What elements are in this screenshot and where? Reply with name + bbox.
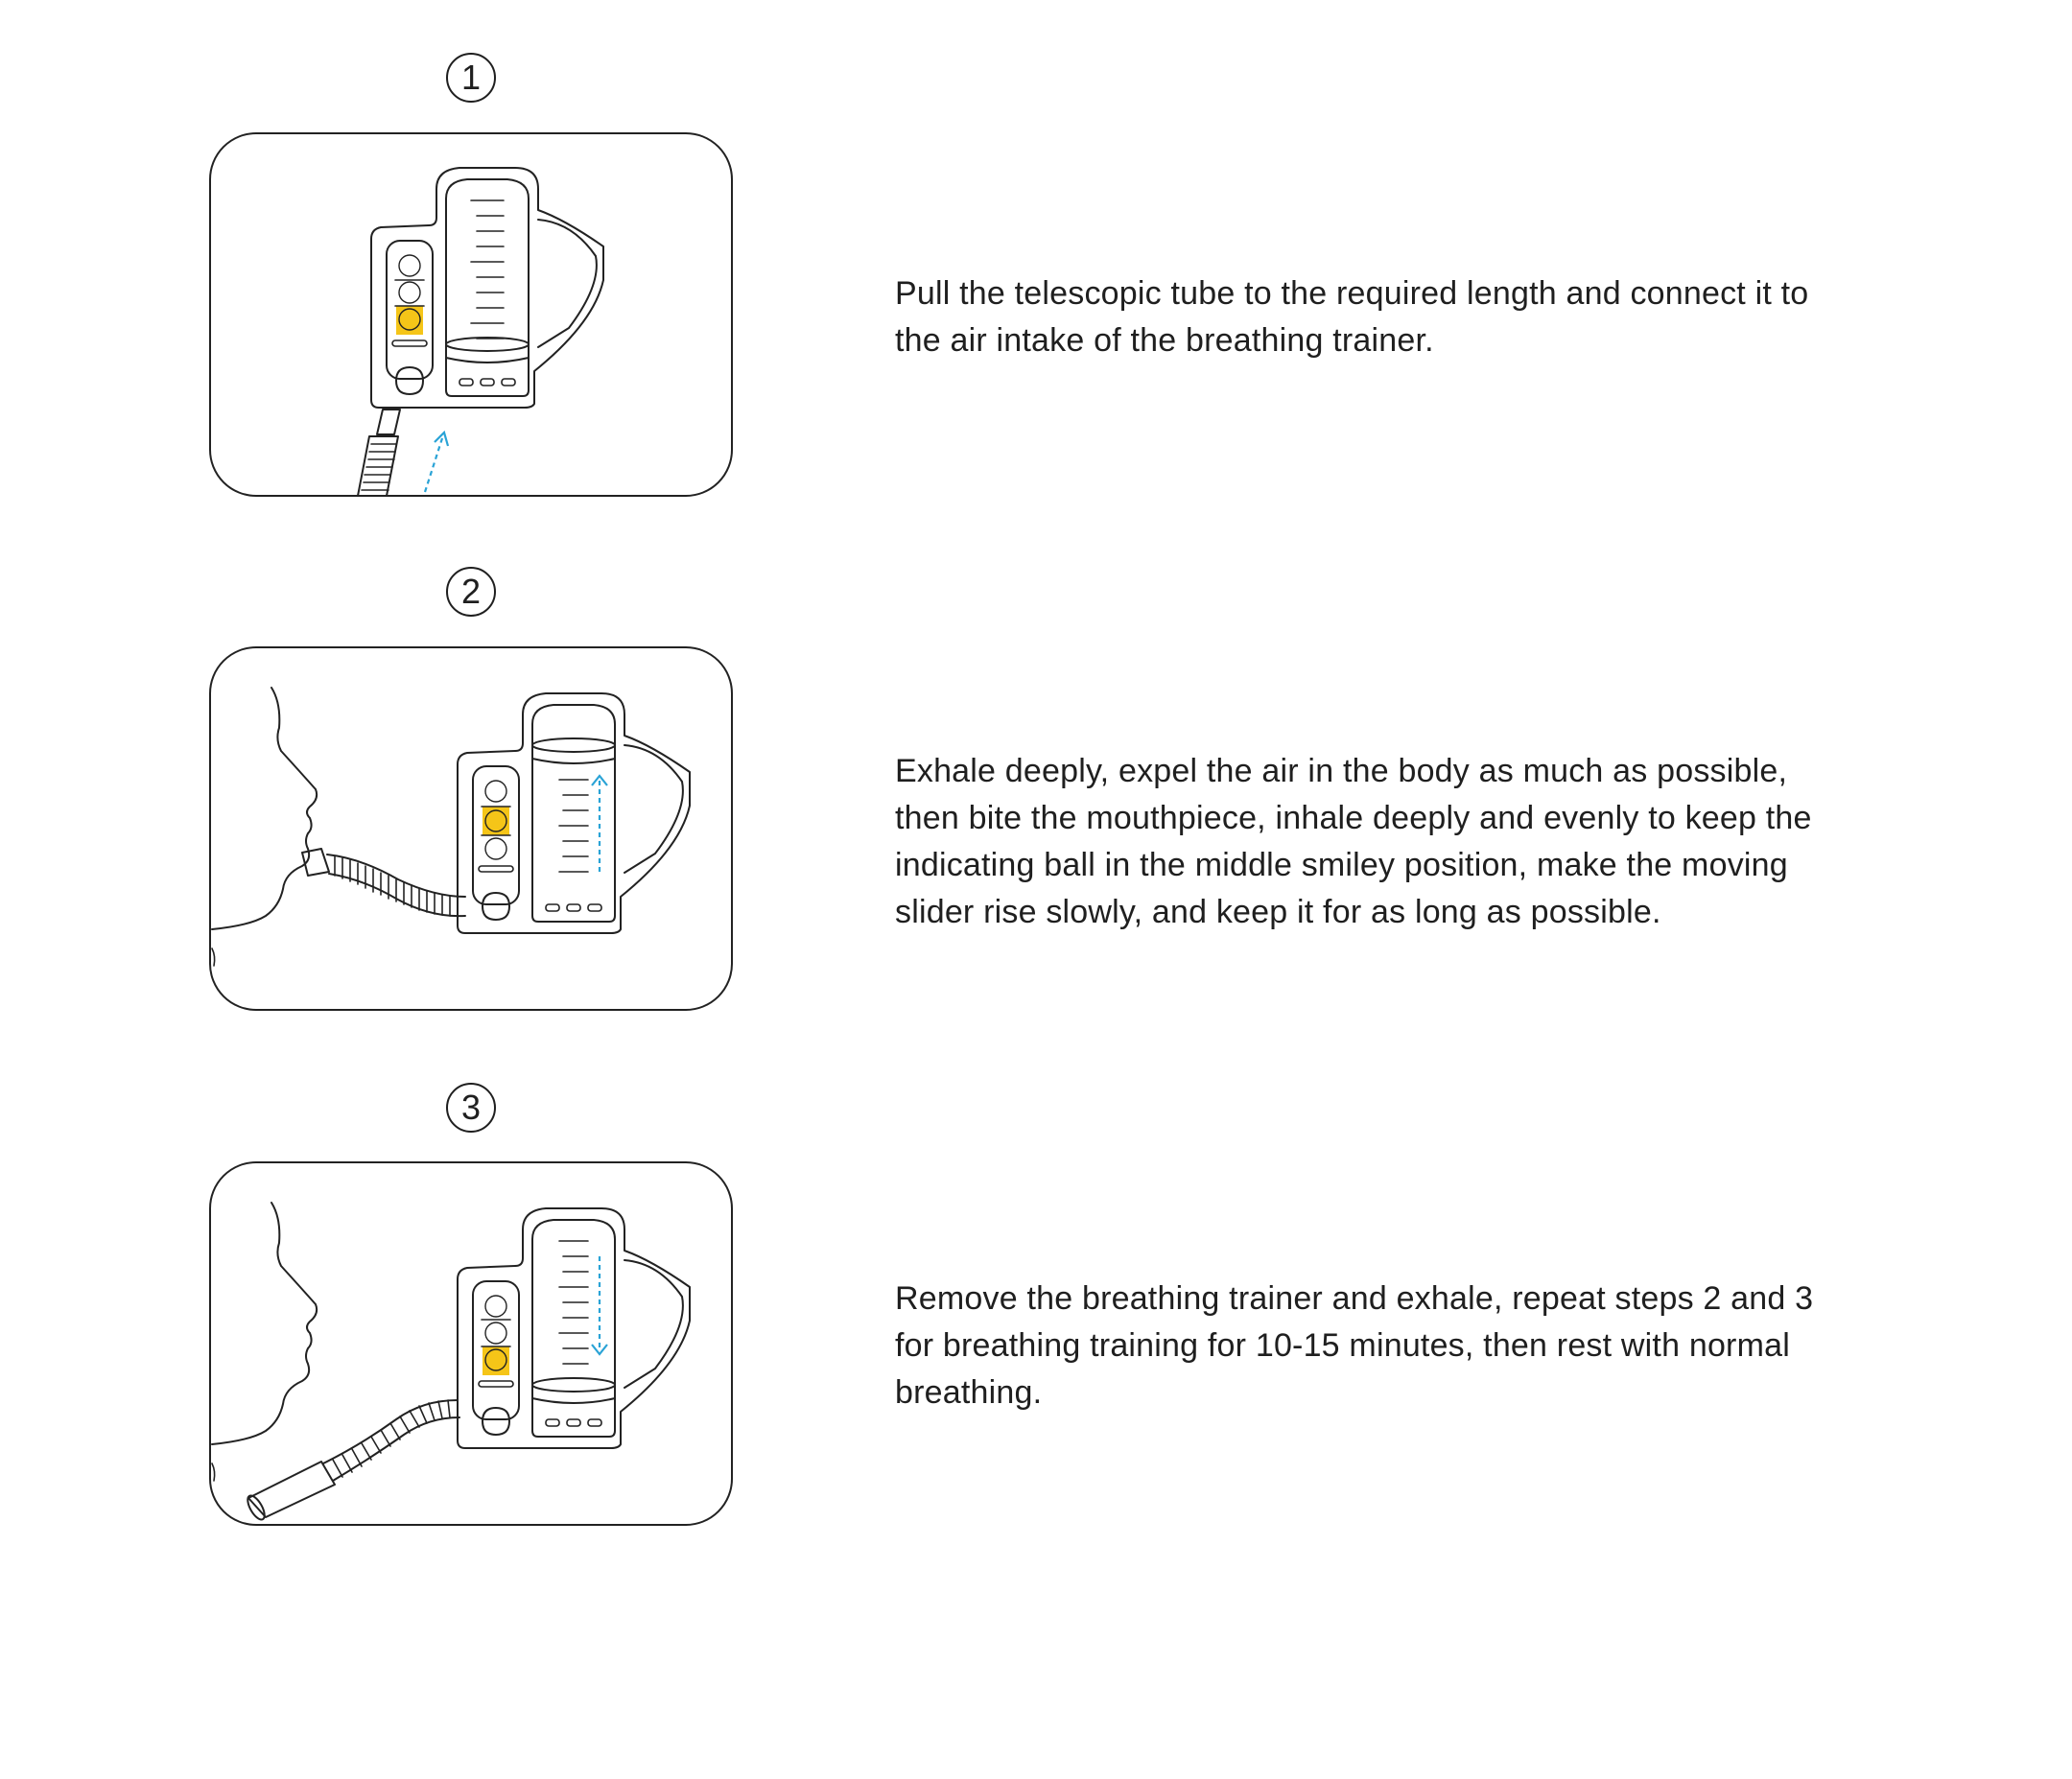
step-3-text: Remove the breathing trainer and exhale, repeat steps 2 and 3 for breathing training for 10-15 minutes, then rest with normal breathing. — [895, 1280, 1814, 1411]
inhale-trainer-icon — [208, 645, 734, 1012]
step-1-illustration — [208, 131, 734, 498]
step-1-text: Pull the telescopic tube to the required length and connect it to the air intake of the breathing trainer. — [895, 275, 1809, 359]
connect-tube-icon — [208, 131, 734, 498]
step-2-text: Exhale deeply, expel the air in the body as much as possible, then bite the mouthpiece, inhale deeply and evenly to keep the indicating ball in the middle smiley position, make the moving slider rise slowly, and keep it for as long as possible. — [895, 753, 1812, 930]
step-3-number: 3 — [446, 1083, 496, 1133]
step-2-number: 2 — [446, 567, 496, 617]
step-1-number: 1 — [446, 53, 496, 103]
step-2-illustration — [208, 645, 734, 1012]
remove-trainer-icon — [208, 1160, 734, 1527]
step-3-illustration — [208, 1160, 734, 1527]
